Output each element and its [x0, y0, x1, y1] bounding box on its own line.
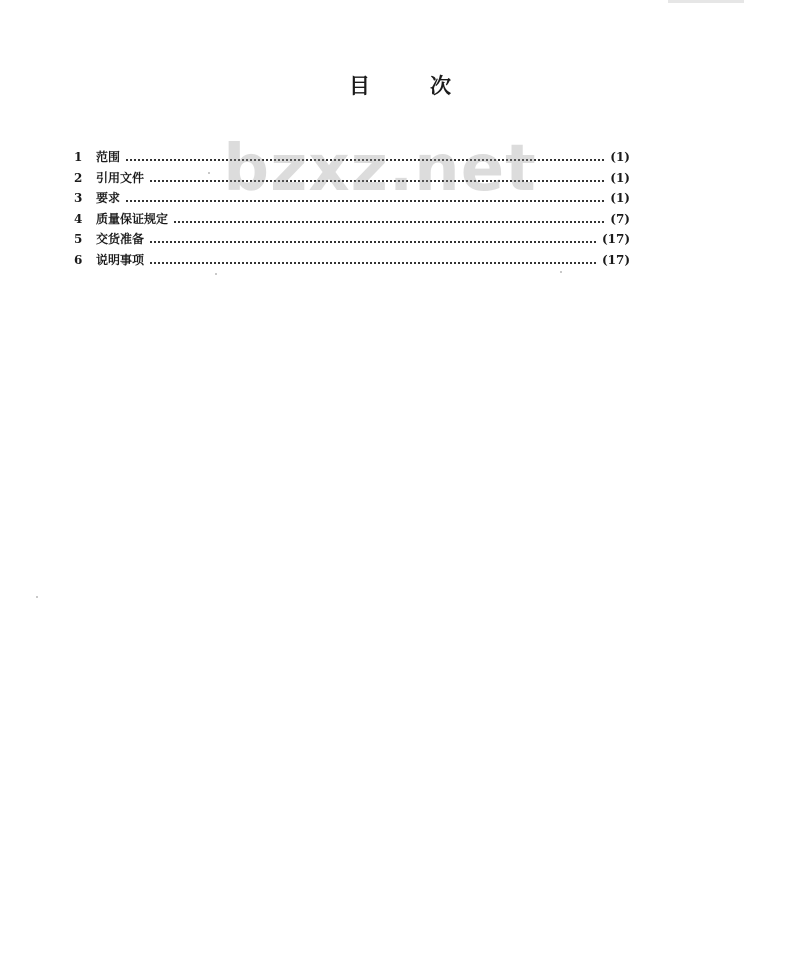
toc-entry-title: 引用文件	[96, 170, 145, 185]
toc-entry-page: (1)	[610, 150, 630, 164]
title-char-2: 次	[430, 74, 451, 98]
toc-entry[interactable]	[74, 147, 630, 168]
toc-entry-title: 要求	[96, 191, 121, 205]
toc-leader-dots	[150, 179, 604, 182]
toc-entry[interactable]	[74, 250, 630, 271]
toc-entry-page: (17)	[601, 232, 630, 246]
toc-leader-dots	[174, 220, 604, 223]
toc-entry-number: 5	[74, 232, 83, 246]
toc-entry-title: 范围	[96, 150, 121, 164]
page-title	[0, 70, 800, 100]
toc-entry[interactable]	[74, 209, 630, 230]
toc-leader-dots	[150, 261, 596, 264]
toc-leader-dots	[126, 199, 604, 202]
toc-entry-number: 4	[74, 211, 83, 226]
toc-entry-page: (1)	[610, 191, 630, 205]
scan-speck	[560, 271, 562, 273]
toc-entry-title: 交货准备	[96, 232, 145, 246]
scan-speck	[215, 273, 217, 275]
toc-leader-dots	[126, 158, 604, 161]
toc-leader-dots	[150, 240, 596, 243]
toc-entry[interactable]	[74, 188, 630, 209]
table-of-contents	[74, 147, 630, 270]
title-char-1: 目	[349, 74, 370, 98]
scan-mark	[668, 0, 744, 3]
toc-entry-number: 3	[74, 191, 83, 205]
toc-entry-number: 2	[74, 170, 83, 185]
toc-entry-page: (1)	[610, 170, 630, 185]
toc-entry-page: (17)	[601, 252, 630, 267]
scan-speck	[36, 596, 38, 598]
toc-entry-title: 质量保证规定	[96, 211, 169, 226]
toc-entry-title: 说明事项	[96, 252, 145, 267]
toc-entry-page: (7)	[610, 211, 630, 226]
toc-entry-number: 6	[74, 252, 83, 267]
toc-entry[interactable]	[74, 229, 630, 250]
toc-entry-number: 1	[74, 150, 83, 164]
toc-entry[interactable]	[74, 168, 630, 189]
watermark: bzxz.net	[223, 132, 537, 206]
